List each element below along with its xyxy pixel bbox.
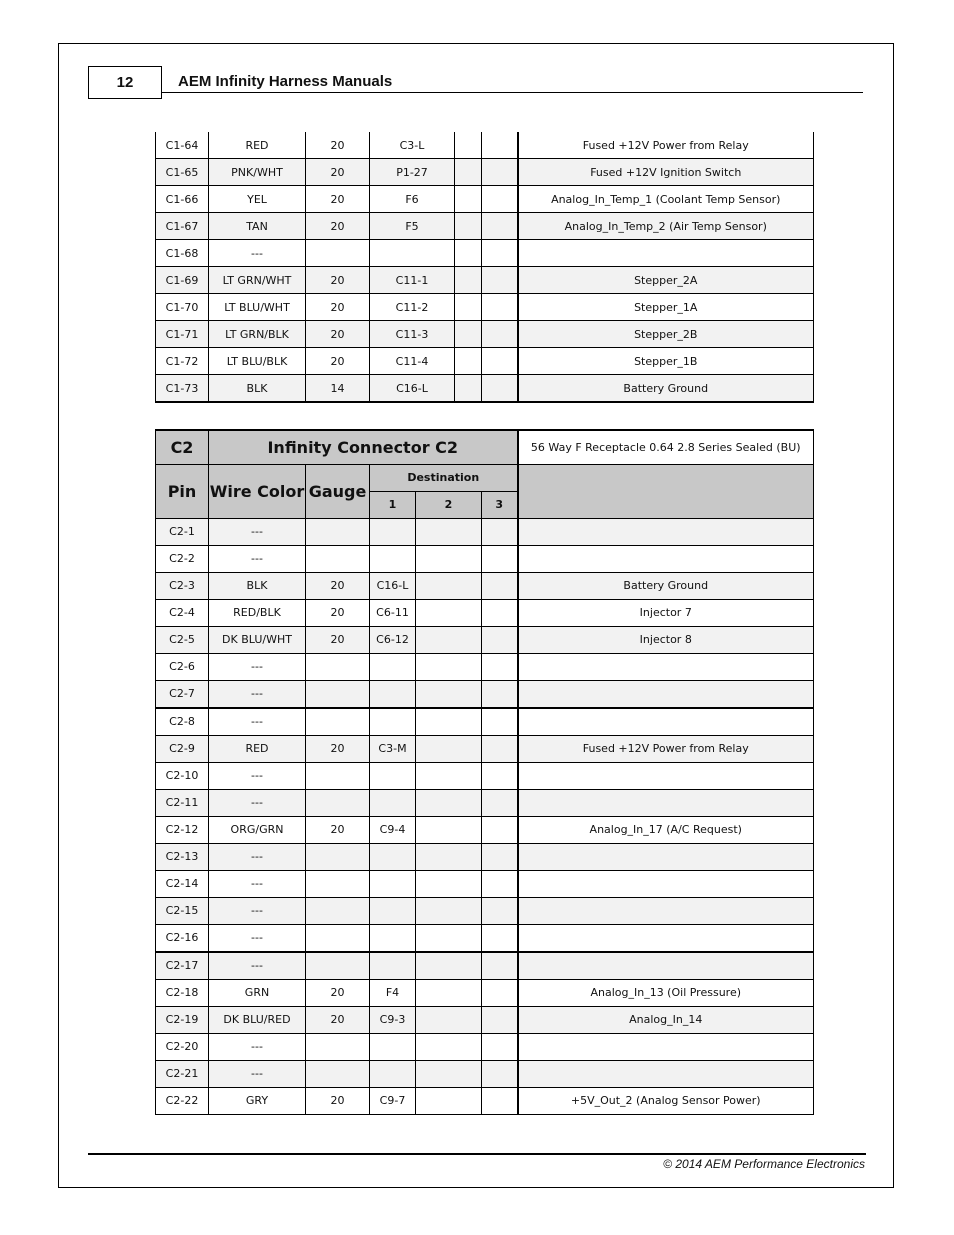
connector-code: C2	[156, 430, 209, 464]
pin-cell: C1-66	[156, 186, 209, 213]
destination-3-cell	[482, 952, 518, 980]
table-row	[156, 267, 814, 294]
destination-2-cell	[416, 897, 482, 924]
destination-3-cell	[482, 735, 518, 762]
connector-title: Infinity Connector C2	[209, 430, 518, 464]
gauge-cell	[306, 240, 370, 267]
description-cell	[518, 653, 814, 680]
pin-cell: C2-1	[156, 518, 209, 545]
table-row	[156, 186, 814, 213]
table-row	[156, 1006, 814, 1033]
wire-color-cell: LT GRN/BLK	[209, 321, 306, 348]
destination-2-cell	[416, 843, 482, 870]
destination-3-cell	[482, 1087, 518, 1114]
destination-2-cell	[416, 762, 482, 789]
col-header-destination: Destination	[370, 464, 518, 491]
description-cell: Stepper_1A	[518, 294, 814, 321]
pin-cell: C1-65	[156, 159, 209, 186]
pin-cell: C2-4	[156, 599, 209, 626]
gauge-cell	[306, 952, 370, 980]
destination-2-cell	[416, 816, 482, 843]
destination-1-cell	[370, 870, 416, 897]
page-number: 12	[88, 66, 162, 99]
col-header-description	[518, 464, 814, 518]
description-cell: Analog_In_17 (A/C Request)	[518, 816, 814, 843]
table-row	[156, 979, 814, 1006]
destination-1-cell	[370, 762, 416, 789]
destination-3-cell	[482, 348, 518, 375]
destination-2-cell	[416, 545, 482, 572]
destination-1-cell: C6-12	[370, 626, 416, 653]
destination-2-cell	[455, 348, 482, 375]
table-row	[156, 789, 814, 816]
destination-1-cell: C16-L	[370, 572, 416, 599]
description-cell	[518, 680, 814, 708]
destination-2-cell	[416, 789, 482, 816]
table-row	[156, 518, 814, 545]
description-cell: Stepper_2A	[518, 267, 814, 294]
description-cell: Analog_In_14	[518, 1006, 814, 1033]
destination-3-cell	[482, 240, 518, 267]
destination-2-cell	[416, 1060, 482, 1087]
destination-3-cell	[482, 897, 518, 924]
description-cell: Stepper_1B	[518, 348, 814, 375]
pin-cell: C2-15	[156, 897, 209, 924]
table-row	[156, 924, 814, 952]
gauge-cell: 20	[306, 735, 370, 762]
gauge-cell	[306, 518, 370, 545]
description-cell: +5V_Out_2 (Analog Sensor Power)	[518, 1087, 814, 1114]
table-row	[156, 816, 814, 843]
description-cell: Stepper_2B	[518, 321, 814, 348]
destination-3-cell	[482, 708, 518, 736]
destination-2-cell	[416, 518, 482, 545]
wire-color-cell: ---	[209, 545, 306, 572]
gauge-cell	[306, 1060, 370, 1087]
destination-3-cell	[482, 1060, 518, 1087]
gauge-cell	[306, 1033, 370, 1060]
destination-3-cell	[482, 132, 518, 159]
description-cell: Injector 8	[518, 626, 814, 653]
pin-cell: C1-68	[156, 240, 209, 267]
gauge-cell: 20	[306, 1006, 370, 1033]
description-cell: Fused +12V Power from Relay	[518, 735, 814, 762]
table-row	[156, 653, 814, 680]
pin-cell: C2-12	[156, 816, 209, 843]
destination-2-cell	[416, 680, 482, 708]
destination-2-cell	[416, 599, 482, 626]
connector-c2-table	[155, 429, 814, 1115]
description-cell	[518, 545, 814, 572]
table-row	[156, 762, 814, 789]
destination-2-cell	[455, 240, 482, 267]
destination-2-cell	[416, 1033, 482, 1060]
gauge-cell	[306, 924, 370, 952]
destination-1-cell: P1-27	[370, 159, 455, 186]
wire-color-cell: BLK	[209, 572, 306, 599]
destination-3-cell	[482, 518, 518, 545]
destination-3-cell	[482, 321, 518, 348]
destination-3-cell	[482, 762, 518, 789]
destination-1-cell	[370, 897, 416, 924]
pin-cell: C2-13	[156, 843, 209, 870]
pin-cell: C2-11	[156, 789, 209, 816]
pin-cell: C2-6	[156, 653, 209, 680]
gauge-cell: 20	[306, 159, 370, 186]
gauge-cell: 20	[306, 132, 370, 159]
wire-color-cell: LT BLU/BLK	[209, 348, 306, 375]
description-cell: Battery Ground	[518, 375, 814, 403]
wire-color-cell: ---	[209, 708, 306, 736]
destination-2-cell	[416, 1006, 482, 1033]
table-row	[156, 159, 814, 186]
wire-color-cell: DK BLU/WHT	[209, 626, 306, 653]
destination-1-cell	[370, 1033, 416, 1060]
pin-cell: C1-64	[156, 132, 209, 159]
destination-2-cell	[416, 1087, 482, 1114]
destination-3-cell	[482, 159, 518, 186]
pin-cell: C1-70	[156, 294, 209, 321]
description-cell	[518, 1033, 814, 1060]
col-header-dest-3: 3	[482, 491, 518, 518]
destination-1-cell	[370, 1060, 416, 1087]
destination-3-cell	[482, 599, 518, 626]
destination-2-cell	[455, 132, 482, 159]
destination-3-cell	[482, 213, 518, 240]
destination-2-cell	[416, 708, 482, 736]
destination-1-cell: C6-11	[370, 599, 416, 626]
description-cell	[518, 924, 814, 952]
description-cell	[518, 240, 814, 267]
wire-color-cell: ---	[209, 924, 306, 952]
destination-3-cell	[482, 1006, 518, 1033]
destination-2-cell	[455, 159, 482, 186]
col-header-dest-1: 1	[370, 491, 416, 518]
table-row	[156, 599, 814, 626]
destination-2-cell	[416, 979, 482, 1006]
destination-2-cell	[455, 294, 482, 321]
table-row	[156, 952, 814, 980]
pin-cell: C1-72	[156, 348, 209, 375]
gauge-cell: 20	[306, 816, 370, 843]
gauge-cell: 20	[306, 572, 370, 599]
destination-1-cell	[370, 680, 416, 708]
wire-color-cell: RED	[209, 735, 306, 762]
wire-color-cell: LT GRN/WHT	[209, 267, 306, 294]
pin-cell: C2-22	[156, 1087, 209, 1114]
description-cell: Battery Ground	[518, 572, 814, 599]
gauge-cell: 20	[306, 348, 370, 375]
col-header-dest-2: 2	[416, 491, 482, 518]
table-row	[156, 1033, 814, 1060]
destination-2-cell	[455, 186, 482, 213]
wire-color-cell: ---	[209, 240, 306, 267]
gauge-cell	[306, 708, 370, 736]
destination-3-cell	[482, 979, 518, 1006]
wire-color-cell: DK BLU/RED	[209, 1006, 306, 1033]
pin-cell: C1-69	[156, 267, 209, 294]
destination-3-cell	[482, 680, 518, 708]
destination-1-cell	[370, 708, 416, 736]
gauge-cell: 20	[306, 626, 370, 653]
pin-cell: C2-20	[156, 1033, 209, 1060]
table-row	[156, 1060, 814, 1087]
footer-copyright: © 2014 AEM Performance Electronics	[663, 1157, 865, 1171]
wire-color-cell: ---	[209, 843, 306, 870]
col-header-wire-color: Wire Color	[209, 464, 306, 518]
destination-3-cell	[482, 545, 518, 572]
gauge-cell	[306, 545, 370, 572]
destination-3-cell	[482, 843, 518, 870]
table-row	[156, 375, 814, 403]
description-cell	[518, 762, 814, 789]
destination-2-cell	[455, 267, 482, 294]
table-row	[156, 897, 814, 924]
destination-1-cell	[370, 843, 416, 870]
wire-color-cell: ---	[209, 762, 306, 789]
description-cell: Analog_In_Temp_1 (Coolant Temp Sensor)	[518, 186, 814, 213]
pin-cell: C2-17	[156, 952, 209, 980]
destination-1-cell: C3-L	[370, 132, 455, 159]
header-rule	[162, 92, 863, 93]
destination-3-cell	[482, 375, 518, 403]
pin-cell: C2-10	[156, 762, 209, 789]
wire-color-cell: ---	[209, 952, 306, 980]
wire-color-cell: BLK	[209, 375, 306, 403]
pin-cell: C2-8	[156, 708, 209, 736]
destination-3-cell	[482, 186, 518, 213]
pin-cell: C2-14	[156, 870, 209, 897]
wire-color-cell: PNK/WHT	[209, 159, 306, 186]
destination-3-cell	[482, 789, 518, 816]
wire-color-cell: ---	[209, 518, 306, 545]
destination-1-cell: C9-4	[370, 816, 416, 843]
wire-color-cell: GRN	[209, 979, 306, 1006]
destination-2-cell	[455, 321, 482, 348]
destination-2-cell	[455, 375, 482, 403]
description-cell: Fused +12V Power from Relay	[518, 132, 814, 159]
destination-1-cell: C11-4	[370, 348, 455, 375]
table-row	[156, 708, 814, 736]
description-cell	[518, 518, 814, 545]
manual-title: AEM Infinity Harness Manuals	[178, 73, 393, 90]
table-row	[156, 680, 814, 708]
destination-1-cell	[370, 952, 416, 980]
description-cell	[518, 897, 814, 924]
gauge-cell	[306, 789, 370, 816]
pin-cell: C2-9	[156, 735, 209, 762]
destination-1-cell: C11-3	[370, 321, 455, 348]
destination-1-cell: C16-L	[370, 375, 455, 403]
destination-3-cell	[482, 924, 518, 952]
wire-color-cell: GRY	[209, 1087, 306, 1114]
pin-cell: C2-7	[156, 680, 209, 708]
gauge-cell	[306, 653, 370, 680]
gauge-cell: 20	[306, 267, 370, 294]
wire-color-cell: YEL	[209, 186, 306, 213]
pin-cell: C2-3	[156, 572, 209, 599]
pin-cell: C2-18	[156, 979, 209, 1006]
destination-1-cell	[370, 545, 416, 572]
wire-color-cell: ---	[209, 680, 306, 708]
destination-1-cell: C9-7	[370, 1087, 416, 1114]
gauge-cell: 20	[306, 186, 370, 213]
destination-3-cell	[482, 626, 518, 653]
description-cell: Fused +12V Ignition Switch	[518, 159, 814, 186]
gauge-cell: 20	[306, 599, 370, 626]
col-header-pin: Pin	[156, 464, 209, 518]
continuation-table	[155, 132, 814, 403]
wire-color-cell: RED/BLK	[209, 599, 306, 626]
destination-2-cell	[416, 952, 482, 980]
destination-3-cell	[482, 653, 518, 680]
wire-color-cell: ---	[209, 870, 306, 897]
destination-3-cell	[482, 267, 518, 294]
table-row	[156, 213, 814, 240]
table-row	[156, 843, 814, 870]
gauge-cell	[306, 680, 370, 708]
destination-2-cell	[416, 924, 482, 952]
destination-1-cell: F4	[370, 979, 416, 1006]
destination-1-cell	[370, 789, 416, 816]
gauge-cell: 20	[306, 213, 370, 240]
pin-cell: C1-67	[156, 213, 209, 240]
description-cell	[518, 952, 814, 980]
destination-1-cell	[370, 653, 416, 680]
destination-3-cell	[482, 816, 518, 843]
destination-2-cell	[416, 735, 482, 762]
wire-color-cell: LT BLU/WHT	[209, 294, 306, 321]
destination-1-cell: C9-3	[370, 1006, 416, 1033]
gauge-cell	[306, 843, 370, 870]
gauge-cell	[306, 897, 370, 924]
destination-2-cell	[416, 572, 482, 599]
table-row	[156, 545, 814, 572]
destination-3-cell	[482, 572, 518, 599]
table-row	[156, 626, 814, 653]
gauge-cell	[306, 762, 370, 789]
gauge-cell: 14	[306, 375, 370, 403]
gauge-cell: 20	[306, 321, 370, 348]
wire-color-cell: RED	[209, 132, 306, 159]
description-cell: Injector 7	[518, 599, 814, 626]
table-row	[156, 132, 814, 159]
description-cell	[518, 708, 814, 736]
destination-2-cell	[455, 213, 482, 240]
table-row	[156, 294, 814, 321]
pin-cell: C2-21	[156, 1060, 209, 1087]
gauge-cell	[306, 870, 370, 897]
wire-color-cell: ---	[209, 1033, 306, 1060]
description-cell: Analog_In_13 (Oil Pressure)	[518, 979, 814, 1006]
destination-3-cell	[482, 1033, 518, 1060]
connector-part-description: 56 Way F Receptacle 0.64 2.8 Series Sealed (BU)	[518, 430, 814, 464]
destination-1-cell	[370, 240, 455, 267]
destination-1-cell: C11-1	[370, 267, 455, 294]
destination-1-cell: C11-2	[370, 294, 455, 321]
table-row	[156, 321, 814, 348]
wire-color-cell: TAN	[209, 213, 306, 240]
table-row	[156, 1087, 814, 1114]
table-row	[156, 735, 814, 762]
table-row	[156, 870, 814, 897]
gauge-cell: 20	[306, 979, 370, 1006]
table-row	[156, 348, 814, 375]
footer-rule	[88, 1153, 866, 1155]
pin-cell: C2-2	[156, 545, 209, 572]
destination-2-cell	[416, 626, 482, 653]
description-cell	[518, 1060, 814, 1087]
description-cell: Analog_In_Temp_2 (Air Temp Sensor)	[518, 213, 814, 240]
destination-3-cell	[482, 294, 518, 321]
gauge-cell: 20	[306, 1087, 370, 1114]
destination-1-cell	[370, 518, 416, 545]
pin-cell: C2-16	[156, 924, 209, 952]
destination-1-cell	[370, 924, 416, 952]
wire-color-cell: ---	[209, 653, 306, 680]
description-cell	[518, 843, 814, 870]
pin-cell: C2-5	[156, 626, 209, 653]
table-row	[156, 572, 814, 599]
destination-2-cell	[416, 870, 482, 897]
destination-1-cell: F6	[370, 186, 455, 213]
destination-2-cell	[416, 653, 482, 680]
description-cell	[518, 789, 814, 816]
col-header-gauge: Gauge	[306, 464, 370, 518]
wire-color-cell: ORG/GRN	[209, 816, 306, 843]
description-cell	[518, 870, 814, 897]
wire-color-cell: ---	[209, 789, 306, 816]
destination-3-cell	[482, 870, 518, 897]
pin-cell: C1-73	[156, 375, 209, 403]
wire-color-cell: ---	[209, 897, 306, 924]
table-row	[156, 240, 814, 267]
gauge-cell: 20	[306, 294, 370, 321]
pin-cell: C1-71	[156, 321, 209, 348]
wire-color-cell: ---	[209, 1060, 306, 1087]
pin-cell: C2-19	[156, 1006, 209, 1033]
destination-1-cell: F5	[370, 213, 455, 240]
destination-1-cell: C3-M	[370, 735, 416, 762]
